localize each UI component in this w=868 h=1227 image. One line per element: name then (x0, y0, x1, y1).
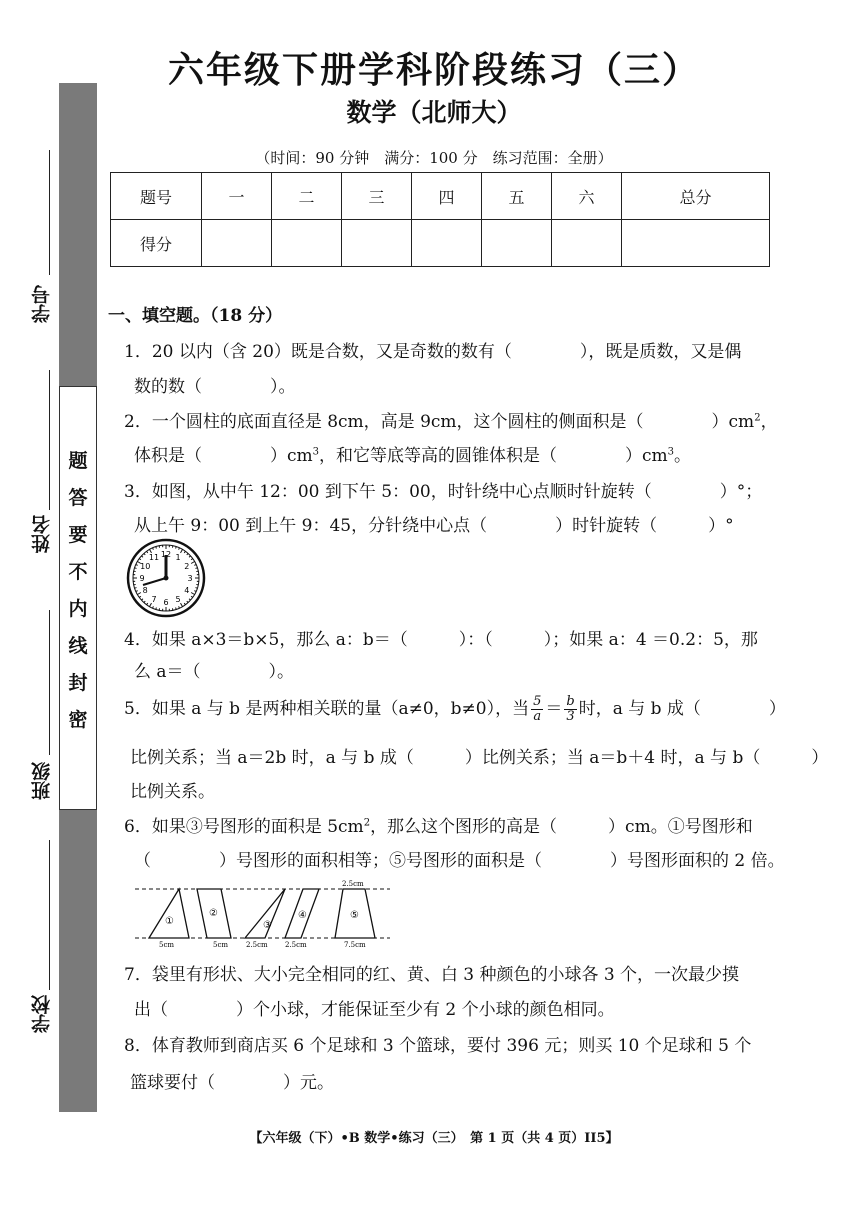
q2-sup: 3 (667, 446, 675, 458)
shape-1-triangle (149, 889, 189, 938)
table-row (111, 173, 770, 220)
score-table (110, 172, 770, 267)
student-id-label: 学号 (31, 285, 53, 323)
q2-text: 体积是（ ）cm (134, 446, 313, 466)
fraction-numerator: 5 (533, 694, 542, 709)
shape-label: ① (165, 916, 174, 927)
page-title: 六年级下册学科阶段练习（三） (167, 49, 700, 91)
question-5-line-2: 比例关系；当 a＝2b 时，a 与 b 成（ ）比例关系；当 a＝b＋4 时，a 与 b（ ） (130, 748, 829, 768)
q2-text: ，和它等底等高的圆锥体积是（ ）cm (319, 446, 668, 466)
question-3-line-1: 3．如图，从中午 12：00 到下午 5：00，时针绕中心点顺时针旋转（ ）°； (124, 482, 763, 502)
question-1-line-2: 数的数（ ）。 (134, 377, 296, 397)
question-8-line-1: 8．体育教师到商店买 6 个足球和 3 个篮球，要付 396 元；则买 10 个足球和 5 个 (124, 1036, 752, 1056)
clock-number: 7 (151, 594, 157, 604)
question-5-line-3: 比例关系。 (130, 782, 215, 802)
fraction-5-over-a (531, 695, 543, 724)
student-id-line (49, 150, 50, 275)
section-heading: 一、填空题。（18 分） (108, 306, 283, 326)
clock-tick (135, 568, 137, 569)
question-7-line-2: 出（ ）个小球，才能保证至少有 2 个小球的颜色相同。 (134, 1000, 615, 1020)
question-2-line-2 (134, 441, 691, 466)
school-label: 学校 (31, 995, 53, 1033)
question-2-line-1 (124, 407, 778, 432)
class-line (49, 610, 50, 755)
table-cell: 四 (412, 173, 482, 220)
name-line (49, 370, 50, 510)
clock-tick (195, 588, 197, 589)
q5-text: ＝ (545, 699, 563, 719)
seal-char: 答 (68, 487, 88, 509)
fraction-denominator: 3 (566, 709, 575, 724)
clock-number: 6 (163, 598, 169, 607)
clock-tick (135, 588, 137, 589)
score-input-cell[interactable] (272, 220, 342, 267)
seal-char: 要 (68, 524, 88, 546)
q6-text: ，那么这个图形的高是（ ）cm。①号图形和 (370, 817, 753, 837)
table-cell: 一 (202, 173, 272, 220)
clock-number: 12 (160, 550, 172, 559)
dimension-label: 2.5cm (285, 941, 307, 949)
table-cell: 三 (342, 173, 412, 220)
q6-text: 6．如果③号图形的面积是 5cm (124, 817, 364, 837)
dimension-label: 5cm (159, 941, 175, 949)
score-input-cell[interactable] (342, 220, 412, 267)
shape-label: ② (209, 908, 218, 919)
clock-number: 5 (175, 594, 181, 604)
table-cell: 总分 (622, 173, 770, 220)
clock-number: 10 (140, 562, 151, 571)
score-input-cell[interactable] (622, 220, 770, 267)
shapes-figure (135, 876, 390, 950)
clock-tick (176, 607, 177, 609)
question-3-line-2: 从上午 9：00 到上午 9：45，分针绕中心点（ ）时针旋转（ ）° (134, 516, 734, 536)
question-6-line-2: （ ）号图形的面积相等；⑤号图形的面积是（ ）号图形面积的 2 倍。 (134, 851, 785, 871)
question-4-line-1: 4．如果 a×3＝b×5，那么 a：b＝（ ）：（ ）；如果 a：4 ＝0.2：5，那 (124, 630, 758, 650)
page-subtitle: 数学（北师大） (346, 98, 522, 127)
clock-number: 1 (175, 553, 181, 563)
q5-text: 时，a 与 b 成（ ） (578, 699, 786, 719)
clock-tick (195, 568, 197, 569)
fraction-denominator: a (533, 709, 542, 724)
score-input-cell[interactable] (202, 220, 272, 267)
shape-label: ④ (298, 910, 307, 921)
seal-char: 题 (68, 450, 88, 472)
clock-number: 8 (142, 586, 148, 595)
clock-figure (126, 538, 206, 618)
table-cell: 五 (482, 173, 552, 220)
dimension-label: 2.5cm (246, 941, 268, 949)
shape-label: ③ (263, 920, 272, 931)
name-label: 姓名 (31, 515, 53, 553)
clock-number: 2 (184, 562, 190, 571)
question-1-line-1: 1．20 以内（含 20）既是合数，又是奇数的数有（ ），既是质数，又是偶 (124, 342, 742, 362)
q2-sup: 2 (754, 412, 761, 424)
score-input-cell[interactable] (552, 220, 622, 267)
class-label: 班级 (31, 762, 53, 800)
clock-number: 9 (139, 574, 145, 583)
q2-text: ， (760, 412, 778, 432)
seal-char: 封 (68, 672, 88, 694)
table-cell: 题号 (111, 173, 202, 220)
seal-char: 内 (68, 598, 88, 620)
clock-tick (176, 547, 177, 549)
seal-char: 密 (68, 709, 88, 731)
q2-text: 。 (674, 446, 692, 466)
dimension-label: 2.5cm (342, 880, 364, 888)
clock-number: 4 (184, 586, 190, 595)
score-input-cell[interactable] (412, 220, 482, 267)
clock-tick (156, 607, 157, 609)
clock-number: 3 (187, 574, 193, 583)
clock-number: 11 (148, 553, 160, 563)
q2-sup: 3 (312, 446, 320, 458)
fraction-numerator: b (566, 694, 575, 709)
margin-strip-bottom (59, 810, 97, 1112)
table-row (111, 220, 770, 267)
q5-text: 5．如果 a 与 b 是两种相关联的量（a≠0，b≠0），当 (124, 699, 530, 719)
q6-sup: 2 (363, 817, 371, 829)
question-5-line-1 (124, 694, 786, 724)
clock-tick (156, 547, 157, 549)
q2-text: 2．一个圆柱的底面直径是 8cm，高是 9cm，这个圆柱的侧面积是（ ）cm (124, 412, 755, 432)
question-8-line-2: 篮球要付（ ）元。 (130, 1073, 334, 1093)
table-cell: 二 (272, 173, 342, 220)
score-input-cell[interactable] (482, 220, 552, 267)
question-6-line-1 (124, 812, 753, 837)
seal-text (59, 452, 97, 730)
question-4-line-2: 么 a＝（ ）。 (134, 662, 295, 682)
seal-char: 不 (68, 561, 88, 583)
seal-char: 线 (68, 635, 88, 657)
page-footer: 【六年级（下）•B 数学•练习（三） 第 1 页（共 4 页）II5】 (249, 1131, 619, 1146)
fraction-b-over-3 (564, 695, 576, 724)
school-line (49, 840, 50, 990)
shape-label: ⑤ (350, 910, 359, 921)
table-cell: 六 (552, 173, 622, 220)
dimension-label: 5cm (213, 941, 229, 949)
table-cell: 得分 (111, 220, 202, 267)
question-7-line-1: 7．袋里有形状、大小完全相同的红、黄、白 3 种颜色的小球各 3 个，一次最少摸 (124, 965, 740, 985)
dimension-label: 7.5cm (344, 941, 366, 949)
exam-info: （时间：90 分钟 满分：100 分 练习范围：全册） (255, 149, 613, 167)
